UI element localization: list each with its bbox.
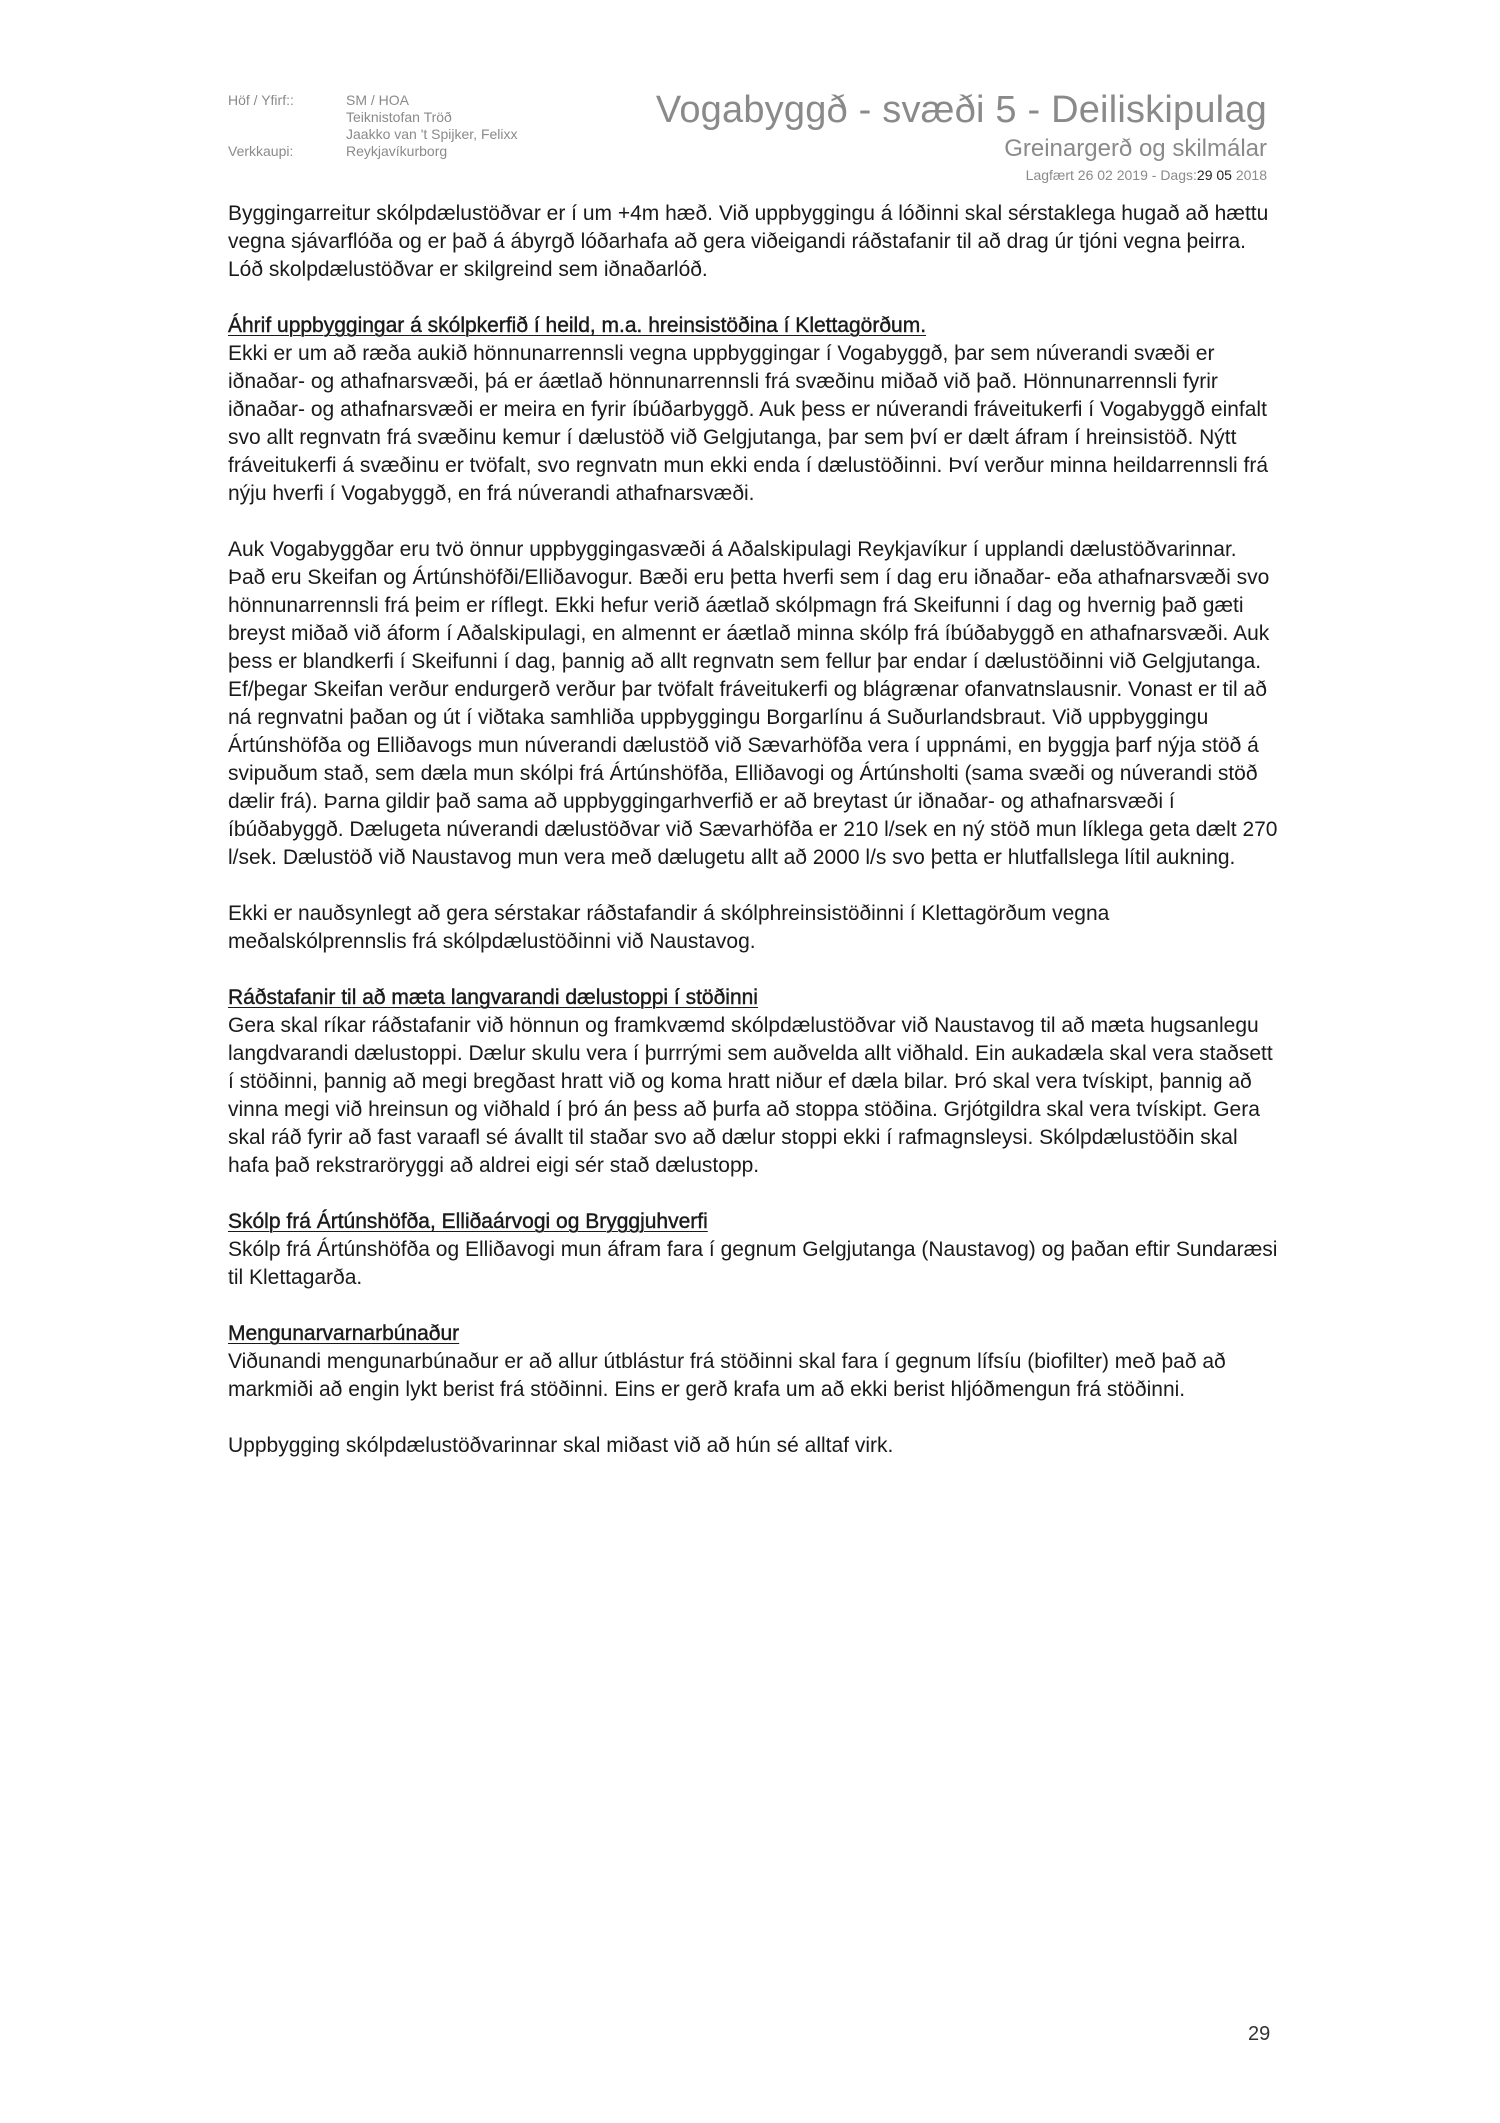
- author-label: Höf / Yfirf::: [228, 92, 294, 108]
- section-paragraph: Ekki er nauðsynlegt að gera sérstakar ráðstafandir á skólphreinsistöðinni í Klettagörðum vegna meðalskólprennslis frá skólpdælustöðinni við Naustavog.: [228, 902, 1110, 953]
- section-heading-pollution-control: Mengunarvarnarbúnaður: [228, 1322, 460, 1345]
- section-heading-pump-stop: Ráðstafanir til að mæta langvarandi dælustoppi í stöðinni: [228, 986, 758, 1009]
- intro-paragraph: Byggingarreitur skólpdælustöðvar er í um +4m hæð. Við uppbyggingu á lóðinni skal sérstaklega hugað að hættu vegna sjávarflóða og er það á ábyrgð lóðarhafa að gera viðeigandi ráðstafanir til að drag úr tjóni vegna þeirra. Lóð skolpdælustöðvar er skilgreind sem iðnaðarlóð.: [228, 202, 1269, 281]
- section-heading-sewer-impact: Áhrif uppbyggingar á skólpkerfið í heild, m.a. hreinsistöðina í Klettagörðum.: [228, 314, 927, 337]
- document-title: Vogabyggð - svæði 5 - Deiliskipulag: [655, 89, 1267, 131]
- section-paragraph: Auk Vogabyggðar eru tvö önnur uppbyggingasvæði á Aðalskipulagi Reykjavíkur í upplandi dælustöðvarinnar. Það eru Skeifan og Ártúnshöfði/Elliðavogur. Bæði eru þetta hverfi sem í dag eru iðnaðar- eða athafnarsvæði svo hönnunarrennsli frá þeim er ríflegt. Ekki hefur verið áætlað skólpmagn frá Skeifunni í dag og hvernig það gæti breyst miðað við áform í Aðalskipulagi, en almennt er áætlað minna skólp frá íbúðabyggð en athafnarsvæði. Auk þess er blandkerfi í Skeifunni í dag, þannig að allt regnvatn sem fellur þar endar í dælustöðinni við Gelgjutanga. Ef/þegar Skeifan verður endurgerð verður þar tvöfalt fráveitukerfi og blágrænar ofanvatnslausnir. Vonast er til að ná regnvatni þaðan og út í viðtaka samhliða uppbyggingu Borgarlínu á Suðurlandsbraut. Við uppbyggingu Ártúnshöfða og Elliðavogs mun núverandi dælustöð við Sævarhöfða vera í uppnámi, en byggja þarf nýja stöð á svipuðum stað, sem dæla mun skólpi frá Ártúnshöfða, Elliðavogi og Ártúnsholti (sama svæði og núverandi stöð dælir frá). Þarna gildir það sama að uppbyggingarhverfið er að breytast úr iðnaðar- og athafnarsvæði í íbúðabyggð. Dælugeta núverandi dælustöðvar við Sævarhöfða er 210 l/sek en ný stöð mun líklega geta dælt 270 l/sek. Dælustöð við Naustavog mun vera með dælugetu allt að 2000 l/s svo þetta er hlutfallslega lítil aukning.: [228, 538, 1278, 869]
- author-value: SM / HOA: [346, 92, 410, 108]
- persons-row: [228, 126, 518, 143]
- client-value: Reykjavíkurborg: [346, 143, 448, 159]
- firm-row: [228, 109, 518, 126]
- document-subtitle: Greinargerð og skilmálar: [1004, 135, 1267, 162]
- section-paragraph: Gera skal ríkar ráðstafanir við hönnun og framkvæmd skólpdælustöðvar við Naustavog til að mæta hugsanlegu langdvarandi dælustoppi. Dælur skulu vera í þurrrými sem auðvelda allt viðhald. Ein aukadæla skal vera staðsett í stöðinni, þannig að megi bregðast hratt við og koma hratt niður ef dæla bilar. Þró skal vera tvískipt, þannig að vinna megi við hreinsun og viðhald í þró án þess að þurfa að stoppa stöðina. Grjótgildra skal vera tvískipt. Gera skal ráð fyrir að fast varaafl sé ávallt til staðar svo að dælur stoppi ekki í rafmagnsleysi. Skólpdælustöðin skal hafa það rekstraröryggi að aldrei eigi sér stað dælustopp.: [228, 1014, 1273, 1177]
- client-label: Verkkaupi:: [228, 143, 294, 159]
- page-number: 29: [1248, 2023, 1271, 2045]
- persons-value: Jaakko van 't Spijker, Felixx: [346, 126, 518, 142]
- document-metadata: [228, 92, 518, 160]
- section-paragraph: Ekki er um að ræða aukið hönnunarrennsli vegna uppbyggingar í Vogabyggð, þar sem núverandi svæði er iðnaðar- og athafnarsvæði, þá er áætlað hönnunarrennsli frá svæðinu miðað við það. Hönnunarrennsli fyrir iðnaðar- og athafnarsvæði er meira en fyrir íbúðarbyggð. Auk þess er núverandi fráveitukerfi í Vogabyggð einfalt svo allt regnvatn frá svæðinu kemur í dælustöð við Gelgjutanga, þar sem því er dælt áfram í hreinsistöð. Nýtt fráveitukerfi á svæðinu er tvöfalt, svo regnvatn mun ekki enda í dælustöðinni. Því verður minna heildarrennsli frá nýju hverfi í Vogabyggð, en frá núverandi athafnarsvæði.: [228, 342, 1269, 505]
- document-body: [228, 200, 1278, 1488]
- firm-value: Teiknistofan Tröð: [346, 109, 452, 125]
- revision-prefix: Lagfært 26 02 2019 - Dags:: [1025, 167, 1197, 183]
- title-block: [656, 88, 1267, 184]
- section-heading-sewage-routes: Skólp frá Ártúnshöfða, Elliðaárvogi og Bryggjuhverfi: [228, 1210, 708, 1233]
- section-paragraph: Viðunandi mengunarbúnaður er að allur útblástur frá stöðinni skal fara í gegnum lífsíu (biofilter) með það að markmiði að engin lykt berist frá stöðinni. Eins er gerð krafa um að ekki berist hljóðmengun frá stöðinni.: [228, 1350, 1226, 1401]
- closing-paragraph: Uppbygging skólpdælustöðvarinnar skal miðast við að hún sé alltaf virk.: [228, 1434, 894, 1457]
- author-row: [228, 92, 518, 109]
- revision-date-highlight: 29 05: [1196, 167, 1232, 183]
- revision-year: 2018: [1235, 167, 1267, 183]
- revision-date: [656, 166, 1267, 184]
- client-row: [228, 143, 518, 160]
- section-paragraph: Skólp frá Ártúnshöfða og Elliðavogi mun áfram fara í gegnum Gelgjutanga (Naustavog) og þaðan eftir Sundaræsi til Klettagarða.: [228, 1238, 1278, 1289]
